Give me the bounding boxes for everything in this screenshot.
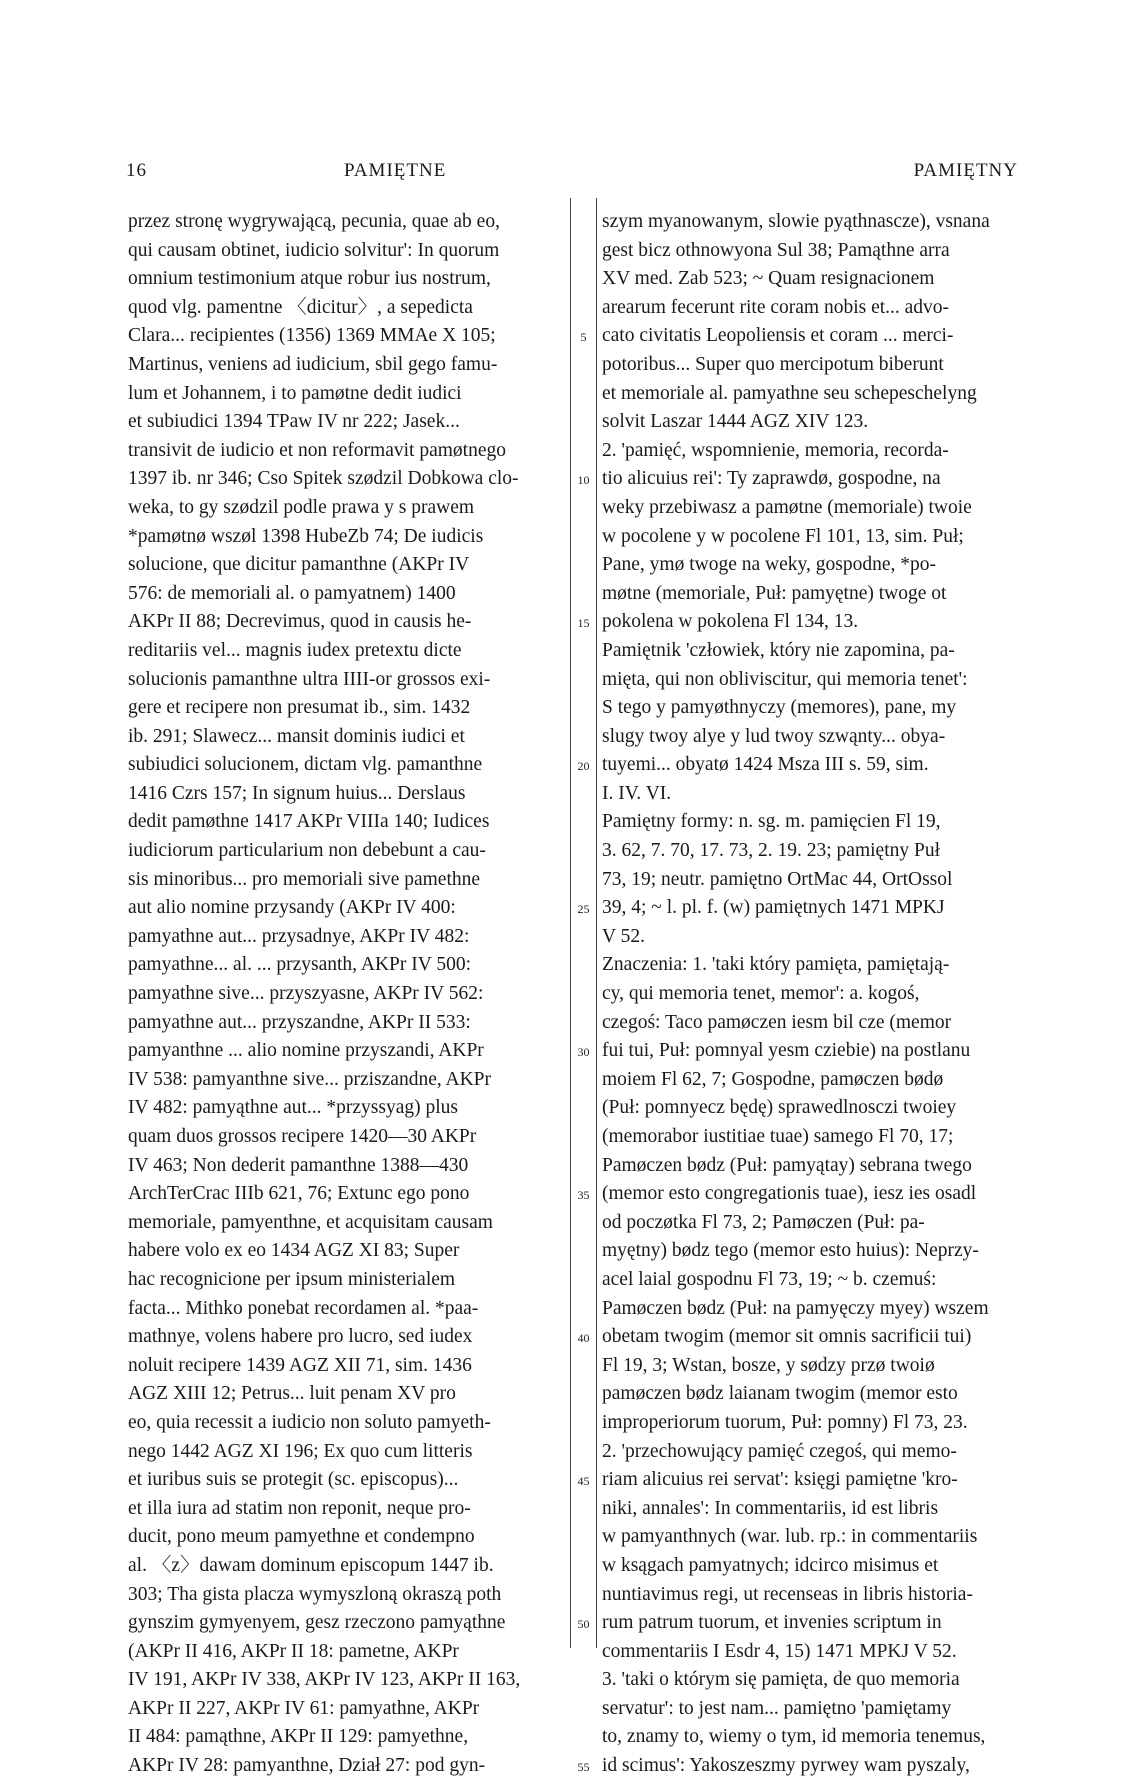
line-number: 40 bbox=[577, 1331, 590, 1346]
line-number: 5 bbox=[580, 330, 587, 345]
line-number: 15 bbox=[577, 616, 590, 631]
left-column-line: omnium testimonium atque robur ius nostrum, bbox=[128, 268, 491, 290]
right-column-line: Pamiętny formy: n. sg. m. pamięcien Fl 19, bbox=[602, 811, 941, 833]
right-column-line: id scimus': Yakoszeszmy pyrwey wam pyszaly, bbox=[602, 1755, 970, 1777]
right-column-line: riam alicuius rei servat': księgi pamiętne 'kro- bbox=[602, 1469, 958, 1491]
left-column-line: IV 482: pamyąthne aut... *przyssyag) plus bbox=[128, 1097, 458, 1119]
line-number: 10 bbox=[577, 473, 590, 488]
right-column-line: pokolena w pokolena Fl 134, 13. bbox=[602, 611, 859, 633]
left-column-line: memoriale, pamyenthne, et acquisitam causam bbox=[128, 1211, 493, 1233]
left-column-line: AGZ XIII 12; Petrus... luit penam XV pro bbox=[128, 1383, 456, 1405]
right-column-line: commentariis I Esdr 4, 15) 1471 MPKJ V 52. bbox=[602, 1640, 957, 1662]
right-column-line: w pocolene y w pocolene Fl 101, 13, sim. Puł; bbox=[602, 525, 964, 547]
left-column-line: AKPr II 227, AKPr IV 61: pamyathne, AKPr bbox=[128, 1697, 480, 1719]
left-column-line: et subiudici 1394 TPaw IV nr 222; Jasek... bbox=[128, 411, 460, 433]
left-column-line: subiudici solucionem, dictam vlg. pamanthne bbox=[128, 754, 483, 776]
left-column-line: przez stronę wygrywającą, pecunia, quae ab eo, bbox=[128, 211, 500, 232]
right-column-line: szym myanowanym, slowie pyąthnascze), vsnana bbox=[602, 211, 990, 232]
left-column bbox=[128, 208, 564, 1781]
right-column-line: 2. 'pamięć, wspomnienie, memoria, recorda- bbox=[602, 439, 949, 461]
right-column-line: potoribus... Super quo mercipotum biberunt bbox=[602, 353, 944, 375]
right-column-line: 3. 62, 7. 70, 17. 73, 2. 19. 23; pamiętny Puł bbox=[602, 840, 940, 862]
right-column-line: (memorabor iustitiae tuae) samego Fl 70, 17; bbox=[602, 1126, 954, 1147]
left-running-head: PAMIĘTNE bbox=[344, 160, 447, 181]
left-column-line: quod vlg. pamentne 〈dicitur〉, a sepedicta bbox=[128, 296, 473, 318]
line-number: 35 bbox=[577, 1188, 590, 1203]
left-column-line: nego 1442 AGZ XI 196; Ex quo cum litteris bbox=[128, 1440, 473, 1462]
right-column-line: rum patrum tuorum, et invenies scriptum in bbox=[602, 1612, 942, 1634]
right-column-line: 39, 4; ~ l. pl. f. (w) pamiętnych 1471 MPKJ bbox=[602, 897, 945, 919]
line-number-gutter bbox=[564, 198, 602, 1775]
right-column-line: 73, 19; neutr. pamiętno OrtMac 44, OrtOssol bbox=[602, 868, 953, 890]
left-column-line: et illa iura ad statim non reponit, neque pro- bbox=[128, 1497, 471, 1519]
right-column-line: mięta, qui non obliviscitur, qui memoria tenet': bbox=[602, 668, 968, 690]
left-column-line: AKPr IV 28: pamyanthne, Dział 27: pod gyn- bbox=[128, 1755, 486, 1777]
page-number: 16 bbox=[126, 160, 147, 181]
left-column-line: pamyanthne ... alio nomine przyszandi, AKPr bbox=[128, 1040, 484, 1062]
left-column-line: hac recognicione per ipsum ministerialem bbox=[128, 1268, 456, 1290]
left-column-line: gynszim gymyenyem, gesz rzeczono pamyąthne bbox=[128, 1612, 506, 1634]
right-column-line: moiem Fl 62, 7; Gospodne, pamøczen bødø bbox=[602, 1068, 944, 1090]
right-column-line: weky przebiwasz a pamøtne (memoriale) twoie bbox=[602, 496, 972, 518]
right-column bbox=[602, 208, 1038, 1781]
line-number: 30 bbox=[577, 1045, 590, 1060]
left-column-line: Clara... recipientes (1356) 1369 MMAe X 105; bbox=[128, 325, 496, 347]
right-column-line: pamøczen bødz laianam twogim (memor esto bbox=[602, 1383, 958, 1405]
left-column-line: ArchTerCrac IIIb 621, 76; Extunc ego pono bbox=[128, 1183, 470, 1205]
left-column-line: eo, quia recessit a iudicio non soluto pamyeth- bbox=[128, 1411, 491, 1433]
line-number: 50 bbox=[577, 1617, 590, 1632]
page-header bbox=[126, 160, 1054, 188]
left-column-line: pamyathne aut... przysadnye, AKPr IV 482: bbox=[128, 925, 470, 947]
right-column-line: S tego y pamyøthnyczy (memores), pane, my bbox=[602, 697, 957, 719]
left-column-line: AKPr II 88; Decrevimus, quod in causis he- bbox=[128, 611, 472, 633]
right-running-head: PAMIĘTNY bbox=[913, 160, 1018, 181]
left-column-line: 576: de memoriali al. o pamyatnem) 1400 bbox=[128, 582, 456, 604]
right-column-line: fui tui, Puł: pomnyal yesm cziebie) na postlanu bbox=[602, 1040, 971, 1062]
left-column-line: II 484: pamąthne, AKPr II 129: pamyethne, bbox=[128, 1726, 469, 1748]
left-column-line: aut alio nomine przysandy (AKPr IV 400: bbox=[128, 897, 456, 919]
left-column-line: Martinus, veniens ad iudicium, sbil gego famu- bbox=[128, 353, 498, 375]
left-column-line: al. 〈z〉dawam dominum episcopum 1447 ib. bbox=[128, 1554, 494, 1576]
line-number: 25 bbox=[577, 902, 590, 917]
right-column-line: Pane, ymø twoge na weky, gospodne, *po- bbox=[602, 554, 936, 576]
left-column-line: *pamøtnø wszøl 1398 HubeZb 74; De iudicis bbox=[128, 525, 484, 547]
left-column-line: (AKPr II 416, AKPr II 18: pametne, AKPr bbox=[128, 1640, 459, 1662]
right-column-line: w ksągach pamyatnych; idcirco misimus et bbox=[602, 1554, 939, 1576]
left-column-line: pamyathne sive... przyszyasne, AKPr IV 562: bbox=[128, 983, 484, 1005]
left-column-line: quam duos grossos recipere 1420—30 AKPr bbox=[128, 1126, 477, 1147]
right-column-line: servatur': to jest nam... pamiętno 'pamiętamy bbox=[602, 1697, 952, 1719]
right-column-line: (memor esto congregationis tuae), iesz ies osadl bbox=[602, 1183, 977, 1205]
left-column-line: pamyathne... al. ... przysanth, AKPr IV 500: bbox=[128, 954, 472, 976]
right-column-line: niki, annales': In commentariis, id est libris bbox=[602, 1497, 939, 1519]
right-column-line: w pamyanthnych (war. lub. rp.: in commentariis bbox=[602, 1526, 978, 1548]
right-column-line: Fl 19, 3; Wstan, bosze, y sødzy przø twoiø bbox=[602, 1354, 935, 1376]
right-column-line: myętny) bødz tego (memor esto huius): Neprzy- bbox=[602, 1240, 979, 1262]
left-column-line: reditariis vel... magnis iudex pretextu dicte bbox=[128, 639, 462, 661]
left-column-line: solucionis pamanthne ultra IIII-or grossos exi- bbox=[128, 668, 491, 690]
line-number: 20 bbox=[577, 759, 590, 774]
right-column-line: od poczøtka Fl 73, 2; Pamøczen (Puł: pa- bbox=[602, 1211, 925, 1233]
left-column-line: IV 538: pamyanthne sive... prziszandne, AKPr bbox=[128, 1068, 492, 1090]
left-column-line: ducit, pono meum pamyethne et condempno bbox=[128, 1526, 475, 1548]
left-column-line: IV 463; Non dederit pamanthne 1388—430 bbox=[128, 1154, 469, 1176]
right-column-line: Pamiętnik 'człowiek, który nie zapomina, pa- bbox=[602, 639, 955, 661]
left-column-line: transivit de iudicio et non reformavit pamøtnego bbox=[128, 439, 506, 461]
right-column-line: Znaczenia: 1. 'taki który pamięta, pamiętają- bbox=[602, 954, 950, 976]
right-column-line: to, znamy to, wiemy o tym, id memoria tenemus, bbox=[602, 1726, 986, 1748]
line-number: 45 bbox=[577, 1474, 590, 1489]
right-column-line: Pamøczen bødz (Puł: na pamyęczy myey) wszem bbox=[602, 1297, 989, 1319]
right-column-line: cy, qui memoria tenet, memor': a. kogoś, bbox=[602, 983, 920, 1005]
right-column-line: et memoriale al. pamyathne seu schepeschelyng bbox=[602, 382, 977, 404]
right-column-line: tio alicuius rei': Ty zaprawdø, gospodne, na bbox=[602, 468, 941, 490]
column-rule-right bbox=[596, 198, 597, 1648]
right-column-line: slugy twoy alye y lud twoy szwąnty... obya- bbox=[602, 725, 946, 747]
left-column-line: qui causam obtinet, iudicio solvitur': In quorum bbox=[128, 239, 500, 261]
right-column-line: gest bicz othnowyona Sul 38; Pamąthne arra bbox=[602, 239, 950, 261]
right-column-line: solvit Laszar 1444 AGZ XIV 123. bbox=[602, 411, 869, 433]
right-column-line: improperiorum tuorum, Puł: pomny) Fl 73, 23. bbox=[602, 1411, 968, 1433]
left-column-line: weka, to gy szødzil podle prawa y s prawem bbox=[128, 496, 475, 518]
column-rule-left bbox=[570, 198, 571, 1648]
left-column-line: iudiciorum particularium non debebunt a cau- bbox=[128, 840, 486, 862]
left-column-line: ib. 291; Slawecz... mansit dominis iudici et bbox=[128, 725, 465, 747]
right-column-line: tuyemi... obyatø 1424 Msza III s. 59, sim. bbox=[602, 754, 929, 776]
right-column-line: czegoś: Taco pamøczen iesm bil cze (memor bbox=[602, 1011, 952, 1033]
right-column-line: møtne (memoriale, Puł: pamyętne) twoge ot bbox=[602, 582, 947, 604]
left-column-line: pamyathne aut... przyszandne, AKPr II 533: bbox=[128, 1011, 471, 1033]
left-column-line: 1397 ib. nr 346; Cso Spitek szødzil Dobkowa clo- bbox=[128, 468, 519, 490]
right-column-line: nuntiavimus regi, ut recenseas in libris historia- bbox=[602, 1583, 973, 1605]
left-column-line: noluit recipere 1439 AGZ XII 71, sim. 1436 bbox=[128, 1354, 472, 1376]
right-column-line: arearum fecerunt rite coram nobis et... advo- bbox=[602, 296, 950, 318]
left-column-line: 303; Tha gista placza wymyszloną okraszą poth bbox=[128, 1583, 502, 1605]
right-column-line: acel laial gospodnu Fl 73, 19; ~ b. czemuś: bbox=[602, 1268, 937, 1290]
right-column-line: obetam twogim (memor sit omnis sacrificii tui) bbox=[602, 1326, 972, 1348]
left-column-line: et iuribus suis se protegit (sc. episcopus)... bbox=[128, 1469, 459, 1491]
right-column-line: XV med. Zab 523; ~ Quam resignacionem bbox=[602, 268, 935, 290]
right-column-line: 2. 'przechowujący pamięć czegoś, qui memo- bbox=[602, 1440, 957, 1462]
left-column-line: gere et recipere non presumat ib., sim. 1432 bbox=[128, 697, 471, 719]
left-column-line: 1416 Czrs 157; In signum huius... Derslaus bbox=[128, 782, 466, 804]
line-number: 55 bbox=[577, 1760, 590, 1775]
right-column-line: 3. 'taki o którym się pamięta, de quo memoria bbox=[602, 1669, 960, 1691]
right-column-line: V 52. bbox=[602, 925, 645, 947]
right-column-line: Pamøczen bødz (Puł: pamyątay) sebrana twego bbox=[602, 1154, 972, 1176]
right-column-line: I. IV. VI. bbox=[602, 782, 672, 804]
right-column-line: (Puł: pomnyecz będę) sprawedlnosczi twoiey bbox=[602, 1097, 957, 1119]
left-column-line: mathnye, volens habere pro lucro, sed iudex bbox=[128, 1326, 473, 1348]
left-column-line: sis minoribus... pro memoriali sive pamethne bbox=[128, 868, 481, 890]
left-column-line: dedit pamøthne 1417 AKPr VIIIa 140; Iudices bbox=[128, 811, 490, 833]
left-column-line: lum et Johannem, i to pamøtne dedit iudici bbox=[128, 382, 462, 404]
right-column-line: cato civitatis Leopoliensis et coram ... merci- bbox=[602, 325, 954, 347]
left-column-line: solucione, que dicitur pamanthne (AKPr IV bbox=[128, 554, 470, 576]
left-column-line: IV 191, AKPr IV 338, AKPr IV 123, AKPr II 163, bbox=[128, 1669, 521, 1691]
left-column-line: habere volo ex eo 1434 AGZ XI 83; Super bbox=[128, 1240, 460, 1262]
left-column-line: facta... Mithko ponebat recordamen al. *paa- bbox=[128, 1297, 479, 1319]
